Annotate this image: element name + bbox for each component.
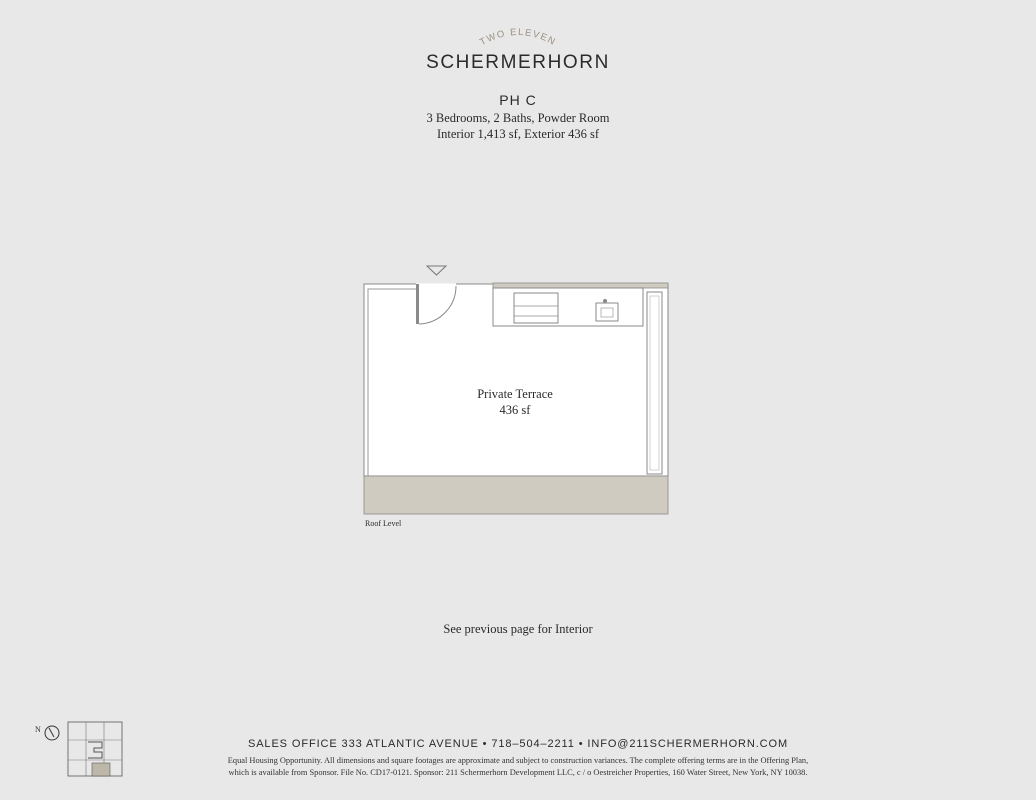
legal-disclaimer-line-2: which is available from Sponsor. File No. CD17-0121. Sponsor: 211 Schermerhorn Development LLC, c / o Oestreicher Properties, 160 Water Street, New York, NY 10038. — [228, 768, 808, 777]
brand-tagline-arc — [458, 22, 578, 54]
terrace-area: 436 sf — [499, 403, 531, 417]
brand-tagline: TWO ELEVEN — [477, 26, 558, 49]
terrace-label — [365, 386, 665, 418]
brand-name: SCHERMERHORN — [426, 52, 610, 73]
terrace-name: Private Terrace — [477, 387, 553, 401]
level-label: Roof Level — [365, 519, 402, 528]
north-label: N — [35, 725, 41, 734]
svg-text:TWO ELEVEN — [478, 27, 558, 48]
legal-disclaimer-line-1: Equal Housing Opportunity. All dimensions and square footages are approximate and subject to construction variances. The complete offering terms are in the Offering Plan, — [227, 756, 809, 765]
grill — [514, 293, 558, 323]
entry-marker-icon — [427, 266, 446, 275]
unit-name: PH C — [499, 92, 537, 108]
interior-note: See previous page for Interior — [443, 622, 593, 636]
unit-rooms: 3 Bedrooms, 2 Baths, Powder Room — [426, 111, 610, 125]
door-leaf — [416, 284, 419, 324]
unit-area: Interior 1,413 sf, Exterior 436 sf — [436, 127, 600, 141]
sink — [596, 303, 618, 321]
planter-band — [364, 476, 668, 514]
sales-office-line: SALES OFFICE 333 ATLANTIC AVENUE • 718–504–2211 • INFO@211SCHERMERHORN.COM — [247, 738, 789, 750]
side-bench — [647, 292, 662, 474]
